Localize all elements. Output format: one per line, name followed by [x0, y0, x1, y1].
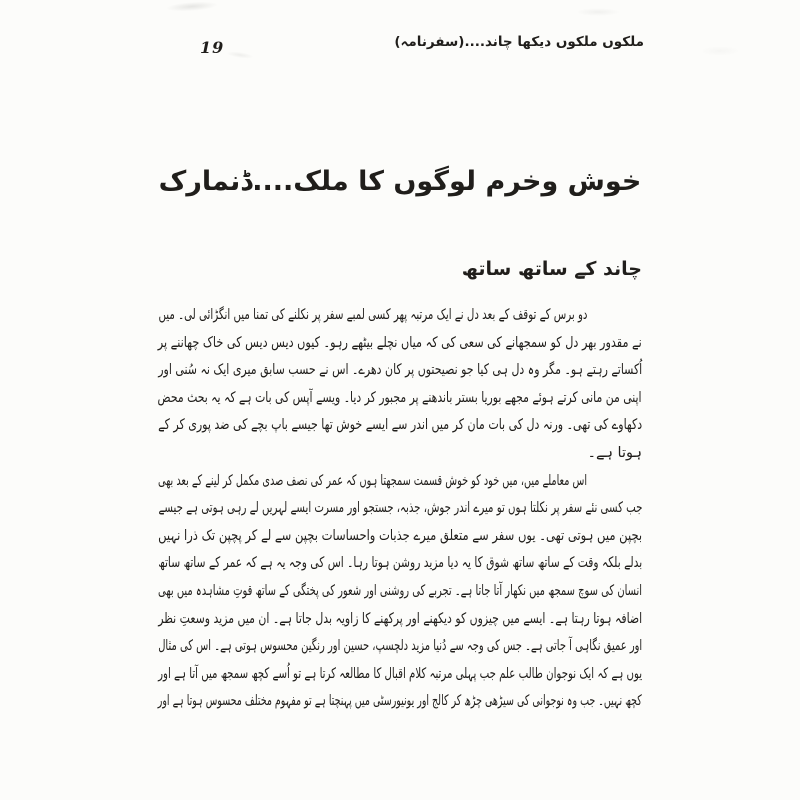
paragraph: [158, 302, 642, 468]
text-line: بچپن میں ہوتی تھی۔ یوں سفر سے متعلق میرے جذبات واحساسات بچپن سے لے کر پچپن تک ذرا نہیں: [158, 527, 642, 544]
scan-smudge: [226, 50, 255, 60]
text-line: اور عمیق نگاہی آ جاتی ہے۔ جس کی وجہ سے دُنیا مزید دلچسپ، حسین اور رنگین محسوس ہوتی ہے۔ اس کی مثال: [157, 638, 642, 655]
text-line: اپنی من مانی کرتے ہوئے مجھے بوریا بستر باندھنے پر مجبور کر دیا۔ ویسے آپس کی بات ہے کہ یہ بحث محض: [158, 389, 642, 406]
text-line: ہوتا ہے۔: [587, 444, 642, 461]
section-heading: چاند کے ساتھ ساتھ: [461, 258, 642, 280]
body-text: [158, 302, 642, 716]
scan-smudge: [700, 46, 740, 56]
scan-smudge: [166, 0, 219, 13]
scan-smudge: [576, 8, 620, 16]
text-line: یوں ہے کہ ایک نوجوان طالب علم جب پہلی مرتبہ کلام اقبال کا مطالعہ کرتا ہے تو اُسے کچھ سمجھ میں آتا ہے اور: [158, 665, 642, 682]
text-line: اُکساتے رہتے ہو۔ مگر وہ دل ہی کیا جو نصیحتوں پر کان دھرے۔ اس نے حسب سابق میری ایک نہ سُنی اور: [158, 362, 642, 379]
text-line: جب کسی نئے سفر پر نکلتا ہوں تو میرے اندر جوش، جذبہ، جستجو اور مسرت ایسے لہریں لے رہی ہوتی ہے جیسے: [158, 500, 642, 517]
text-line: دو برس کے توقف کے بعد دل نے ایک مرتبہ پھر کسی لمبے سفر پر نکلنے کی تمنا میں انگڑائی لی۔ میں: [158, 307, 587, 323]
page-number: 19: [200, 38, 225, 57]
text-line: نے مقدور بھر دل کو سمجھانے کی سعی کی کہ میاں نچلے بیٹھے رہو۔ کیوں دیس دیس کی خاک چھاننے پر: [158, 334, 642, 351]
text-line: اس معاملے میں، میں خود کو خوش قسمت سمجھتا ہوں کہ عمر کی نصف صدی مکمل کر لینے کے بعد بھی: [157, 472, 587, 489]
text-line: بدلے بلکہ وقت کے ساتھ ساتھ شوق کا یہ دیا مزید روشن ہوتا رہا۔ اس کی وجہ یہ ہے کہ عمر کے ساتھ ساتھ: [158, 555, 642, 572]
text-line: کچھ نہیں۔ جب وہ نوجوانی کی سیڑھی چڑھ کر کالج اور یونیورسٹی میں پہنچتا ہے تو مفہوم مختلف محسوس ہوتا ہے اور: [158, 693, 642, 710]
text-line: دکھاوے کی تھی۔ ورنہ دل کی بات مان کر میں اندر سے ایسے خوش تھا جیسے باپ بچے کی ضد پوری کر کے: [158, 417, 642, 434]
text-line: انسان کی سوچ سمجھ میں نکھار آتا جاتا ہے۔ تجربے کی روشنی اور شعور کی پختگی کے ساتھ قوتِ مشاہدہ میں بھی: [158, 582, 642, 599]
running-header: ملکوں ملکوں دیکھا چاند....(سفرنامہ): [394, 34, 644, 50]
chapter-title: خوش وخرم لوگوں کا ملک....ڈنمارک: [158, 166, 642, 197]
paragraph: [158, 468, 642, 716]
text-line: اضافہ ہوتا رہتا ہے۔ ایسے میں چیزوں کو دیکھنے اور پرکھنے کا زاویہ بدل جاتا ہے۔ ان میں مزید وسعتِ نظر: [158, 610, 642, 627]
